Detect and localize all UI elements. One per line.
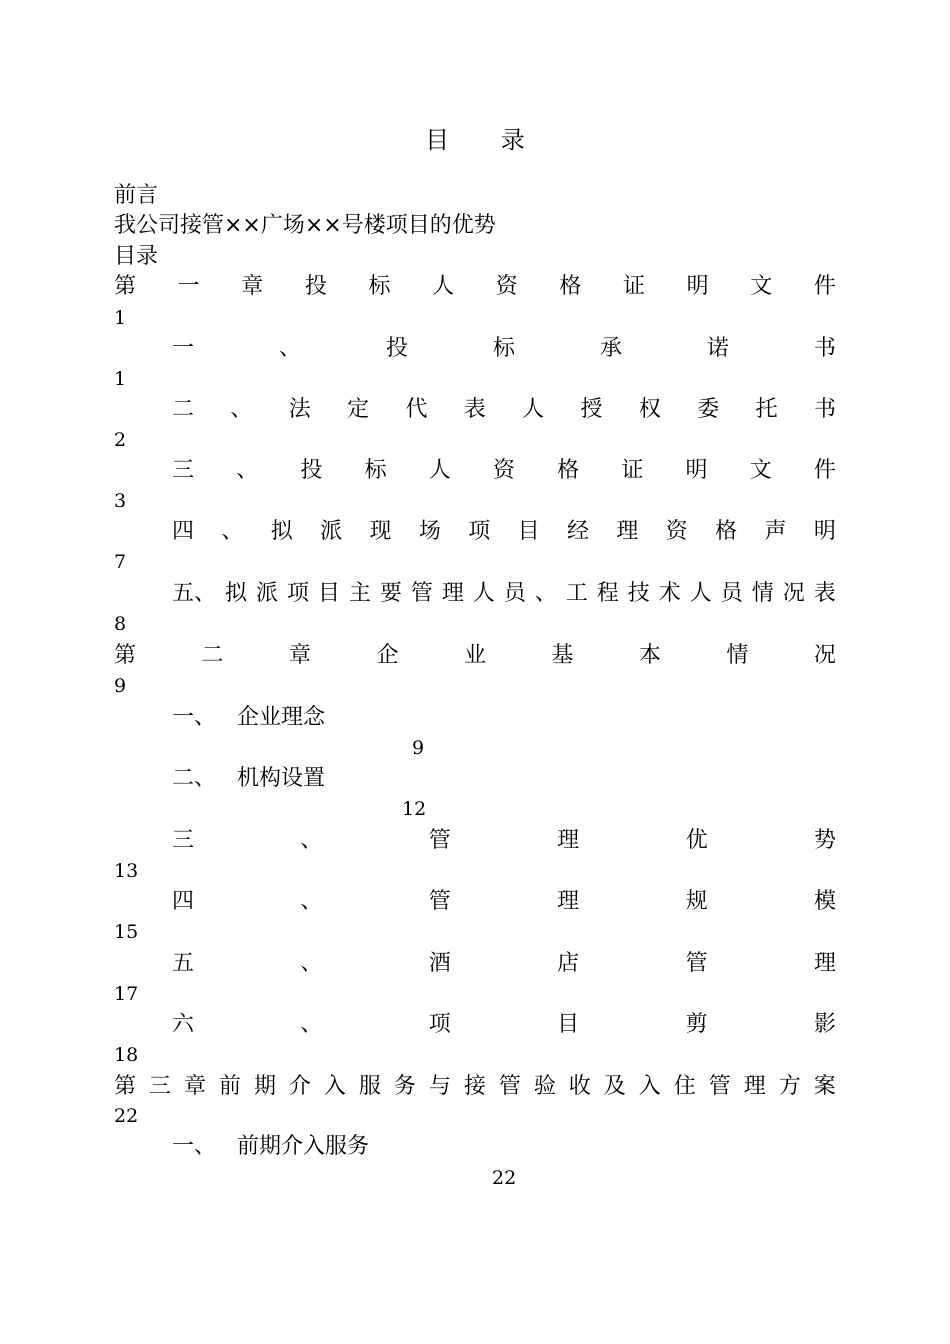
toc-section-2-6 bbox=[172, 1010, 836, 1040]
text-glyph: 资 bbox=[492, 458, 515, 483]
section-num: 二、 bbox=[172, 766, 217, 791]
text-glyph: 目 bbox=[557, 1012, 580, 1037]
text-glyph: 程 bbox=[596, 581, 619, 606]
text-glyph: 文 bbox=[750, 274, 773, 299]
text-glyph: 势 bbox=[813, 828, 836, 853]
text-glyph: 法 bbox=[288, 397, 311, 422]
toc-section-3-1 bbox=[172, 1132, 836, 1162]
text-glyph: 表 bbox=[463, 397, 486, 422]
text-glyph: 况 bbox=[782, 581, 805, 606]
toc-section-1-4 bbox=[172, 517, 836, 547]
text-glyph: 代 bbox=[405, 397, 428, 422]
toc-section-2-3 bbox=[172, 826, 836, 856]
text-glyph: 人 bbox=[689, 581, 712, 606]
text-glyph: 资 bbox=[495, 274, 518, 299]
text-glyph: 本 bbox=[638, 643, 661, 668]
toc-section-1-1 bbox=[172, 334, 836, 364]
text-glyph: 证 bbox=[623, 274, 646, 299]
text-glyph: 托 bbox=[755, 397, 778, 422]
text-glyph: 明 bbox=[685, 458, 708, 483]
toc-section-1-5 bbox=[172, 579, 836, 609]
section-page: 13 bbox=[114, 860, 139, 882]
text-glyph: 管 bbox=[428, 889, 451, 914]
text-glyph: 企 bbox=[376, 643, 399, 668]
toc-chapter-1 bbox=[114, 272, 836, 302]
toc-chapter-3 bbox=[114, 1072, 836, 1102]
toc-section-1-3 bbox=[172, 456, 836, 486]
text-glyph: 章 bbox=[288, 643, 311, 668]
text-glyph: 术 bbox=[658, 581, 681, 606]
text-glyph: 派 bbox=[255, 581, 278, 606]
text-glyph: 接 bbox=[463, 1074, 486, 1099]
text-glyph: 四 bbox=[172, 889, 195, 914]
text-glyph: 收 bbox=[568, 1074, 591, 1099]
text-glyph: 方 bbox=[778, 1074, 801, 1099]
text-glyph: 四 bbox=[172, 519, 195, 544]
section-title: 企业理念 bbox=[237, 705, 326, 730]
text-glyph: 理 bbox=[743, 1074, 766, 1099]
text-glyph: 人 bbox=[428, 458, 451, 483]
text-glyph: 理 bbox=[813, 951, 836, 976]
section-page: 3 bbox=[114, 490, 127, 512]
section-page: 17 bbox=[114, 983, 139, 1005]
text-glyph: 投 bbox=[300, 458, 323, 483]
text-glyph: 二 bbox=[201, 643, 224, 668]
text-glyph: 规 bbox=[685, 889, 708, 914]
text-glyph: 一 bbox=[172, 336, 195, 361]
text-glyph: 诺 bbox=[706, 336, 729, 361]
text-glyph: 、 bbox=[300, 951, 323, 976]
text-glyph: 及 bbox=[603, 1074, 626, 1099]
text-glyph: 、 bbox=[534, 581, 557, 606]
text-glyph: 入 bbox=[323, 1074, 346, 1099]
toc-section-1-2 bbox=[172, 395, 836, 425]
text-glyph: 件 bbox=[813, 458, 836, 483]
text-glyph: 期 bbox=[253, 1074, 276, 1099]
text-glyph: 案 bbox=[813, 1074, 836, 1099]
text-glyph: 人 bbox=[432, 274, 455, 299]
text-glyph: 影 bbox=[813, 1012, 836, 1037]
text-glyph: 业 bbox=[463, 643, 486, 668]
text-glyph: 拟 bbox=[224, 581, 247, 606]
section-page: 12 bbox=[402, 798, 427, 820]
text-glyph: 二 bbox=[172, 397, 195, 422]
text-glyph: 标 bbox=[368, 274, 391, 299]
text-glyph: 优 bbox=[685, 828, 708, 853]
text-glyph: 务 bbox=[393, 1074, 416, 1099]
chapter-1-page: 1 bbox=[114, 307, 127, 329]
section-page: 7 bbox=[114, 551, 127, 573]
text-glyph: 声 bbox=[764, 519, 787, 544]
text-glyph: 员 bbox=[720, 581, 743, 606]
text-glyph: 授 bbox=[580, 397, 603, 422]
text-glyph: 格 bbox=[557, 458, 580, 483]
text-glyph: 经 bbox=[567, 519, 590, 544]
text-glyph: 员 bbox=[503, 581, 526, 606]
text-glyph: 管 bbox=[410, 581, 433, 606]
text-glyph: 标 bbox=[364, 458, 387, 483]
text-glyph: 目 bbox=[317, 581, 340, 606]
text-glyph: 六 bbox=[172, 1012, 195, 1037]
text-glyph: 、 bbox=[236, 458, 259, 483]
toc-section-2-1 bbox=[172, 703, 836, 733]
toc-section-2-5 bbox=[172, 949, 836, 979]
text-glyph: 目 bbox=[517, 519, 540, 544]
text-glyph: 第 bbox=[114, 643, 137, 668]
section-title: 机构设置 bbox=[237, 766, 326, 791]
chapter-3-page: 22 bbox=[114, 1105, 139, 1127]
text-glyph: 证 bbox=[621, 458, 644, 483]
text-glyph: 管 bbox=[685, 951, 708, 976]
text-glyph: 主 bbox=[348, 581, 371, 606]
text-glyph: 服 bbox=[358, 1074, 381, 1099]
text-glyph: 一 bbox=[177, 274, 200, 299]
text-glyph: 理 bbox=[441, 581, 464, 606]
text-glyph: 委 bbox=[697, 397, 720, 422]
chapter-2-page: 9 bbox=[114, 675, 127, 697]
text-glyph: 情 bbox=[726, 643, 749, 668]
text-glyph: 资 bbox=[665, 519, 688, 544]
text-glyph: 权 bbox=[638, 397, 661, 422]
text-glyph: 、 bbox=[221, 519, 244, 544]
section-page: 2 bbox=[114, 429, 127, 451]
text-glyph: 理 bbox=[557, 828, 580, 853]
text-glyph: 承 bbox=[599, 336, 622, 361]
text-glyph: 格 bbox=[715, 519, 738, 544]
section-page: 8 bbox=[114, 613, 127, 635]
text-glyph: 五、 bbox=[172, 581, 217, 606]
text-glyph: 标 bbox=[492, 336, 515, 361]
section-num: 一、 bbox=[172, 705, 217, 730]
text-glyph: 拟 bbox=[270, 519, 293, 544]
text-glyph: 基 bbox=[551, 643, 574, 668]
section-num: 一、 bbox=[172, 1134, 217, 1159]
text-glyph: 工 bbox=[565, 581, 588, 606]
text-glyph: 与 bbox=[428, 1074, 451, 1099]
text-glyph: 模 bbox=[813, 889, 836, 914]
text-glyph: 验 bbox=[533, 1074, 556, 1099]
toc-item-preface: 前言 bbox=[114, 183, 159, 208]
text-glyph: 人 bbox=[472, 581, 495, 606]
text-glyph: 投 bbox=[304, 274, 327, 299]
text-glyph: 项 bbox=[286, 581, 309, 606]
text-glyph: 理 bbox=[616, 519, 639, 544]
text-glyph: 定 bbox=[347, 397, 370, 422]
text-glyph: 店 bbox=[557, 951, 580, 976]
text-glyph: 件 bbox=[813, 274, 836, 299]
text-glyph: 、 bbox=[230, 397, 253, 422]
text-glyph: 技 bbox=[627, 581, 650, 606]
text-glyph: 第 bbox=[114, 274, 137, 299]
text-glyph: 表 bbox=[813, 581, 836, 606]
toc-chapter-2 bbox=[114, 641, 836, 671]
text-glyph: 前 bbox=[218, 1074, 241, 1099]
text-glyph: 管 bbox=[708, 1074, 731, 1099]
section-title: 前期介入服务 bbox=[237, 1134, 370, 1159]
text-glyph: 五 bbox=[172, 951, 195, 976]
text-glyph: 书 bbox=[813, 397, 836, 422]
text-glyph: 场 bbox=[418, 519, 441, 544]
text-glyph: 、 bbox=[300, 889, 323, 914]
text-glyph: 要 bbox=[379, 581, 402, 606]
text-glyph: 住 bbox=[673, 1074, 696, 1099]
text-glyph: 、 bbox=[300, 1012, 323, 1037]
text-glyph: 明 bbox=[686, 274, 709, 299]
text-glyph: 项 bbox=[468, 519, 491, 544]
section-page: 15 bbox=[114, 921, 139, 943]
section-page: 9 bbox=[412, 737, 425, 759]
text-glyph: 情 bbox=[751, 581, 774, 606]
toc-item-advantages: 我公司接管××广场××号楼项目的优势 bbox=[114, 213, 496, 238]
text-glyph: 第 bbox=[114, 1074, 137, 1099]
text-glyph: 酒 bbox=[428, 951, 451, 976]
text-glyph: 、 bbox=[278, 336, 301, 361]
toc-section-2-4 bbox=[172, 887, 836, 917]
text-glyph: 介 bbox=[288, 1074, 311, 1099]
text-glyph: 况 bbox=[813, 643, 836, 668]
text-glyph: 明 bbox=[813, 519, 836, 544]
text-glyph: 现 bbox=[369, 519, 392, 544]
text-glyph: 投 bbox=[385, 336, 408, 361]
text-glyph: 派 bbox=[320, 519, 343, 544]
text-glyph: 三 bbox=[172, 458, 195, 483]
section-page: 22 bbox=[492, 1167, 517, 1189]
text-glyph: 项 bbox=[428, 1012, 451, 1037]
text-glyph: 格 bbox=[559, 274, 582, 299]
text-glyph: 章 bbox=[183, 1074, 206, 1099]
text-glyph: 三 bbox=[148, 1074, 171, 1099]
text-glyph: 文 bbox=[749, 458, 772, 483]
text-glyph: 管 bbox=[498, 1074, 521, 1099]
text-glyph: 理 bbox=[557, 889, 580, 914]
page-title: 目 录 bbox=[425, 126, 547, 154]
text-glyph: 管 bbox=[428, 828, 451, 853]
text-glyph: 三 bbox=[172, 828, 195, 853]
toc-item-contents: 目录 bbox=[114, 244, 159, 269]
text-glyph: 入 bbox=[638, 1074, 661, 1099]
text-glyph: 章 bbox=[241, 274, 264, 299]
text-glyph: 剪 bbox=[685, 1012, 708, 1037]
toc-section-2-2 bbox=[172, 764, 836, 794]
text-glyph: 、 bbox=[300, 828, 323, 853]
text-glyph: 书 bbox=[813, 336, 836, 361]
text-glyph: 人 bbox=[522, 397, 545, 422]
section-page: 1 bbox=[114, 368, 127, 390]
section-page: 18 bbox=[114, 1044, 139, 1066]
